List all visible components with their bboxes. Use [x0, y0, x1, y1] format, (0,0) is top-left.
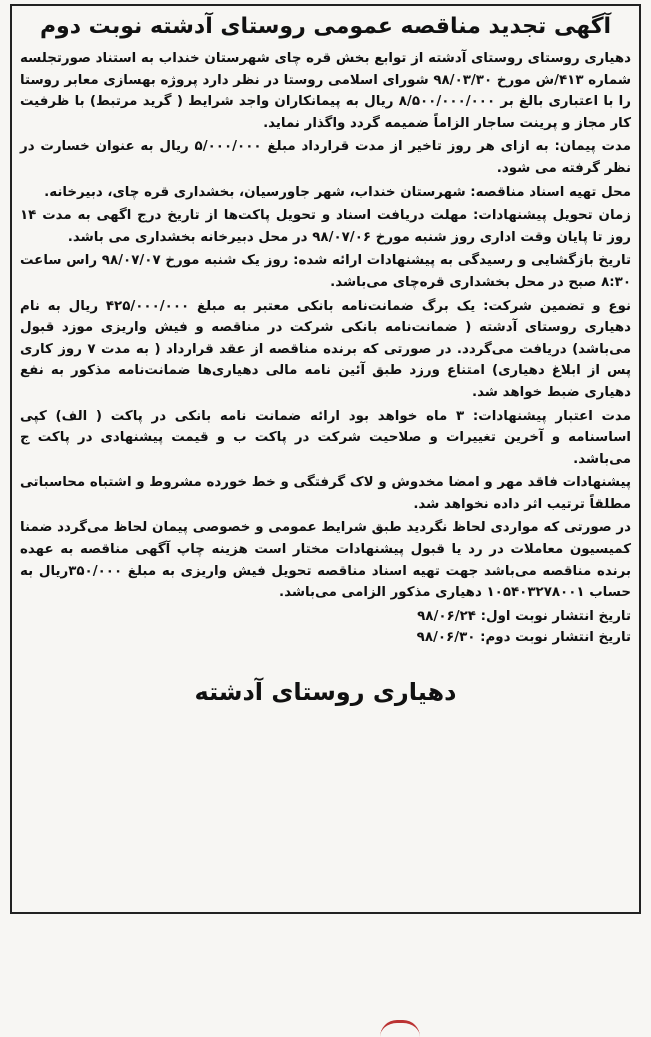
notice-body — [20, 48, 631, 649]
paragraph-validity: مدت اعتبار پیشنهادات: ۳ ماه خواهد بود ارائه ضمانت نامه بانکی در پاکت ( الف) کپی اساسنامه و آخرین تغییرات و صلاحیت شرکت در پاکت ب و قیمت پیشنهادی در پاکت ج می‌باشد. — [20, 408, 631, 467]
cropped-stamp-fragment — [380, 1020, 420, 1037]
paragraph-contract-term: مدت پیمان: به ازای هر روز تاخیر از مدت قرارداد مبلغ ۵/۰۰۰/۰۰۰ ریال به عنوان خسارت در نظر گرفته می شود. — [20, 139, 631, 176]
paragraph-opening-date: تاریخ بازگشایی و رسیدگی به پیشنهادات ارائه شده: روز یک شنبه مورخ ۹۸/۰۷/۰۷ راس ساعت ۸:۳۰ صبح در محل بخشداری قره‌چای می‌باشد. — [20, 253, 632, 290]
paragraph-general-terms: در صورتی که مواردی لحاظ نگردید طبق شرایط عمومی و خصوصی پیمان لحاظ می‌گردد ضمنا کمیسیون معاملات در رد یا قبول پیشنهادات مختار است هزینه چاپ آگهی مناقصه به عهده برنده مناقصه می‌باشد جهت تهیه اسناد مناقصه تحویل فیش واریزی به مبلغ ۳۵۰/۰۰۰ریال به حساب ۱۰۵۴۰۳۲۷۸۰۰۱ دهیاری مذکور الزامی می‌باشد. — [20, 520, 631, 601]
paragraph-invalid-bids: پیشنهادات فاقد مهر و امضا مخدوش و لاک گرفتگی و خط خورده مشروط و اشتباه محاسباتی مطلقاً ترتیب اثر داده نخواهد شد. — [20, 475, 631, 512]
paragraph-guarantee: نوع و تضمین شرکت: یک برگ ضمانت‌نامه بانکی معتبر به مبلغ ۴۲۵/۰۰۰/۰۰۰ ریال به نام دهیاری روستای آدشته ( ضمانت‌نامه بانکی شرکت در مناقصه و فیش واریزی موزد قبول می‌باشد) دریافت می‌گردد. در صورتی که برنده مناقصه از عقد قرارداد ( به مدت ۷ روز کاری پس از ابلاغ دهیاری) امتناع ورزد طبق آئین نامه مالی دهیاری‌ها ضمانت‌نامه مذکور به نفع دهیاری ضبط خواهد شد. — [20, 298, 631, 400]
paragraph-submission-time: زمان تحویل پیشنهادات: مهلت دریافت اسناد و تحویل پاکت‌ها از تاریخ درج اگهی به مدت ۱۴ روز تا پایان وقت اداری روز شنبه مورخ ۹۸/۰۷/۰۶ در محل دبیرخانه بخشداری می باشد. — [20, 208, 631, 245]
first-publish-date: تاریخ انتشار نوبت اول: ۹۸/۰۶/۲۴ — [417, 608, 631, 624]
paragraph-intro: دهیاری روستای روستای آدشته از توابع بخش قره چای شهرستان خنداب به استناد صورتجلسه شماره ۴۱۳/ش مورخ ۹۸/۰۳/۳۰ شورای اسلامی روستا در نظر دارد پروژه بهسازی معابر روستا را با اعتباری بالغ بر ۸/۵۰۰/۰۰۰/۰۰۰ ریال به پیمانکاران واجد شرایط ( گرید مرتبط) با ظرفیت کار مجاز و پرینت ساجار الزاماً ضمیمه گردد واگذار نماید. — [20, 51, 631, 131]
paragraph-document-location: محل تهیه اسناد مناقصه: شهرستان خنداب، شهر جاورسیان، بخشداری قره چای، دبیرخانه. — [44, 184, 631, 200]
tender-notice — [10, 4, 641, 914]
signature-issuer: دهیاری روستای آدشته — [194, 678, 457, 707]
second-publish-date: تاریخ انتشار نوبت دوم: ۹۸/۰۶/۳۰ — [416, 630, 631, 646]
notice-title: آگهی تجدید مناقصه عمومی روستای آدشته نوبت دوم — [39, 14, 612, 39]
